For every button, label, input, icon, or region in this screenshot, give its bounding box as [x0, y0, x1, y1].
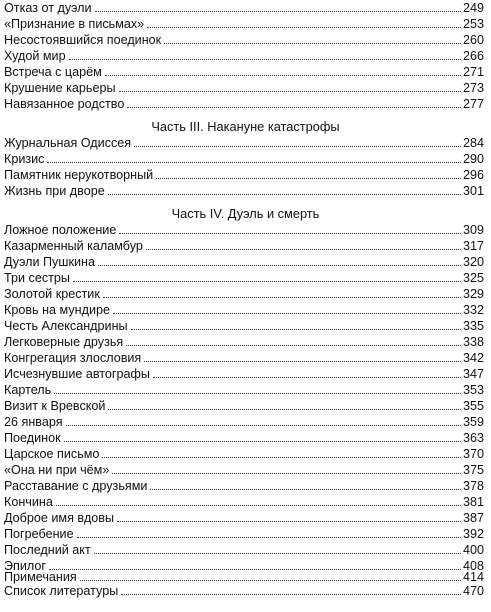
part-heading: Часть III. Накануне катастрофы	[151, 119, 340, 134]
entry-title: Встреча с царём	[4, 65, 102, 79]
toc-entry	[4, 32, 484, 47]
entry-title: 26 января	[4, 415, 63, 429]
dot-leader	[54, 393, 461, 394]
toc-entry	[4, 48, 484, 63]
entry-page: 290	[462, 152, 484, 166]
toc-entry	[4, 183, 484, 198]
dot-leader	[69, 59, 461, 60]
entry-title: Памятник нерукотворный	[4, 168, 154, 182]
entry-page: 335	[462, 319, 484, 333]
dot-leader	[56, 505, 461, 506]
entry-page: 381	[462, 495, 484, 509]
entry-page: 355	[462, 399, 484, 413]
toc-entry	[4, 366, 484, 381]
entry-title: Золотой крестик	[4, 287, 100, 301]
dot-leader	[117, 521, 461, 522]
entry-page: 359	[462, 415, 484, 429]
entry-title: Жизнь при дворе	[4, 184, 105, 198]
toc-entry	[4, 254, 484, 269]
entry-title: Визит к Вревской	[4, 399, 106, 413]
entry-page: 342	[462, 351, 484, 365]
entry-page: 317	[462, 239, 484, 253]
entry-page: 271	[462, 65, 484, 79]
dot-leader	[131, 329, 461, 330]
toc-entry	[4, 302, 484, 317]
entry-title: Худой мир	[4, 49, 66, 63]
dot-leader	[150, 489, 461, 490]
dot-leader	[105, 75, 461, 76]
entry-title: Эпилог	[4, 559, 46, 573]
dot-leader	[112, 473, 461, 474]
entry-page: 370	[462, 447, 484, 461]
toc-entry	[4, 542, 484, 557]
dot-leader	[146, 249, 461, 250]
dot-leader	[98, 265, 461, 266]
dot-leader	[66, 425, 461, 426]
toc-entry	[4, 430, 484, 445]
toc-entry	[4, 414, 484, 429]
toc-entry	[4, 583, 484, 598]
toc-entry	[4, 569, 484, 584]
entry-title: Поединок	[4, 431, 61, 445]
entry-title: Кончина	[4, 495, 53, 509]
toc-entry	[4, 494, 484, 509]
entry-page: 277	[462, 97, 484, 111]
toc-entry	[4, 526, 484, 541]
entry-page: 296	[462, 168, 484, 182]
dot-leader	[103, 297, 461, 298]
toc-entry	[4, 510, 484, 525]
entry-page: 338	[462, 335, 484, 349]
dot-leader	[144, 361, 461, 362]
dot-leader	[77, 537, 461, 538]
entry-title: Царское письмо	[4, 447, 100, 461]
entry-title: Крушение карьеры	[4, 81, 116, 95]
toc-entry	[4, 64, 484, 79]
entry-page: 375	[462, 463, 484, 477]
toc-entry	[4, 151, 484, 166]
entry-title: Картель	[4, 383, 52, 397]
dot-leader	[119, 233, 461, 234]
entry-title: Конгрегация злословия	[4, 351, 142, 365]
dot-leader	[108, 194, 461, 195]
toc-entry	[4, 0, 484, 15]
dot-leader	[94, 553, 461, 554]
dot-leader	[127, 107, 461, 108]
entry-title: Последний акт	[4, 543, 91, 557]
dot-leader	[153, 377, 461, 378]
dot-leader	[80, 580, 461, 581]
entry-title: Дуэли Пушкина	[4, 255, 95, 269]
toc-entry	[4, 238, 484, 253]
entry-title: «Она ни при чём»	[4, 463, 110, 477]
entry-title: Кризис	[4, 152, 45, 166]
dot-leader	[156, 178, 461, 179]
entry-page: 320	[462, 255, 484, 269]
dot-leader	[95, 11, 461, 12]
entry-title: Расставание с друзьями	[4, 479, 148, 493]
entry-page: 309	[462, 223, 484, 237]
entry-title: Погребение	[4, 527, 74, 541]
toc-entry	[4, 350, 484, 365]
dot-leader	[147, 27, 461, 28]
toc-entry	[4, 286, 484, 301]
toc-entry	[4, 270, 484, 285]
entry-title: Отказ от дуэли	[4, 1, 92, 15]
dot-leader	[108, 409, 461, 410]
entry-page: 470	[462, 584, 484, 598]
entry-page: 253	[462, 17, 484, 31]
entry-page: 329	[462, 287, 484, 301]
toc-entry	[4, 135, 484, 150]
dot-leader	[73, 281, 461, 282]
entry-page: 347	[462, 367, 484, 381]
dot-leader	[47, 162, 461, 163]
entry-page: 387	[462, 511, 484, 525]
toc-entry	[4, 222, 484, 237]
entry-page: 266	[462, 49, 484, 63]
entry-page: 363	[462, 431, 484, 445]
dot-leader	[102, 457, 461, 458]
toc-entry	[4, 334, 484, 349]
entry-page: 400	[462, 543, 484, 557]
entry-title: Примечания	[4, 570, 77, 584]
toc-entry	[4, 398, 484, 413]
entry-page: 332	[462, 303, 484, 317]
toc-entry	[4, 16, 484, 31]
toc-entry	[4, 446, 484, 461]
entry-title: Ложное положение	[4, 223, 117, 237]
entry-title: «Признание в письмах»	[4, 17, 145, 31]
entry-page: 284	[462, 136, 484, 150]
entry-page: 378	[462, 479, 484, 493]
toc-entry	[4, 478, 484, 493]
entry-title: Доброе имя вдовы	[4, 511, 115, 525]
entry-page: 408	[462, 559, 484, 573]
entry-title: Навязанное родство	[4, 97, 125, 111]
toc-entry	[4, 318, 484, 333]
dot-leader	[134, 146, 461, 147]
entry-page: 414	[462, 570, 484, 584]
entry-page: 353	[462, 383, 484, 397]
entry-page: 249	[462, 1, 484, 15]
entry-page: 301	[462, 184, 484, 198]
dot-leader	[121, 594, 461, 595]
toc-entry	[4, 96, 484, 111]
dot-leader	[126, 345, 461, 346]
entry-title: Три сестры	[4, 271, 70, 285]
dot-leader	[164, 43, 461, 44]
part-heading: Часть IV. Дуэль и смерть	[171, 206, 320, 221]
dot-leader	[113, 313, 461, 314]
toc-entry	[4, 462, 484, 477]
entry-title: Список литературы	[4, 584, 119, 598]
toc-entry	[4, 167, 484, 182]
dot-leader	[64, 441, 461, 442]
entry-page: 273	[462, 81, 484, 95]
entry-title: Кровь на мундире	[4, 303, 110, 317]
entry-title: Казарменный каламбур	[4, 239, 143, 253]
entry-title: Легковерные друзья	[4, 335, 124, 349]
entry-page: 260	[462, 33, 484, 47]
entry-page: 325	[462, 271, 484, 285]
toc-entry	[4, 382, 484, 397]
toc-entry	[4, 80, 484, 95]
entry-title: Журнальная Одиссея	[4, 136, 132, 150]
dot-leader	[119, 91, 461, 92]
entry-title: Несостоявшийся поединок	[4, 33, 162, 47]
entry-page: 392	[462, 527, 484, 541]
entry-title: Честь Александрины	[4, 319, 128, 333]
entry-title: Исчезнувшие автографы	[4, 367, 150, 381]
